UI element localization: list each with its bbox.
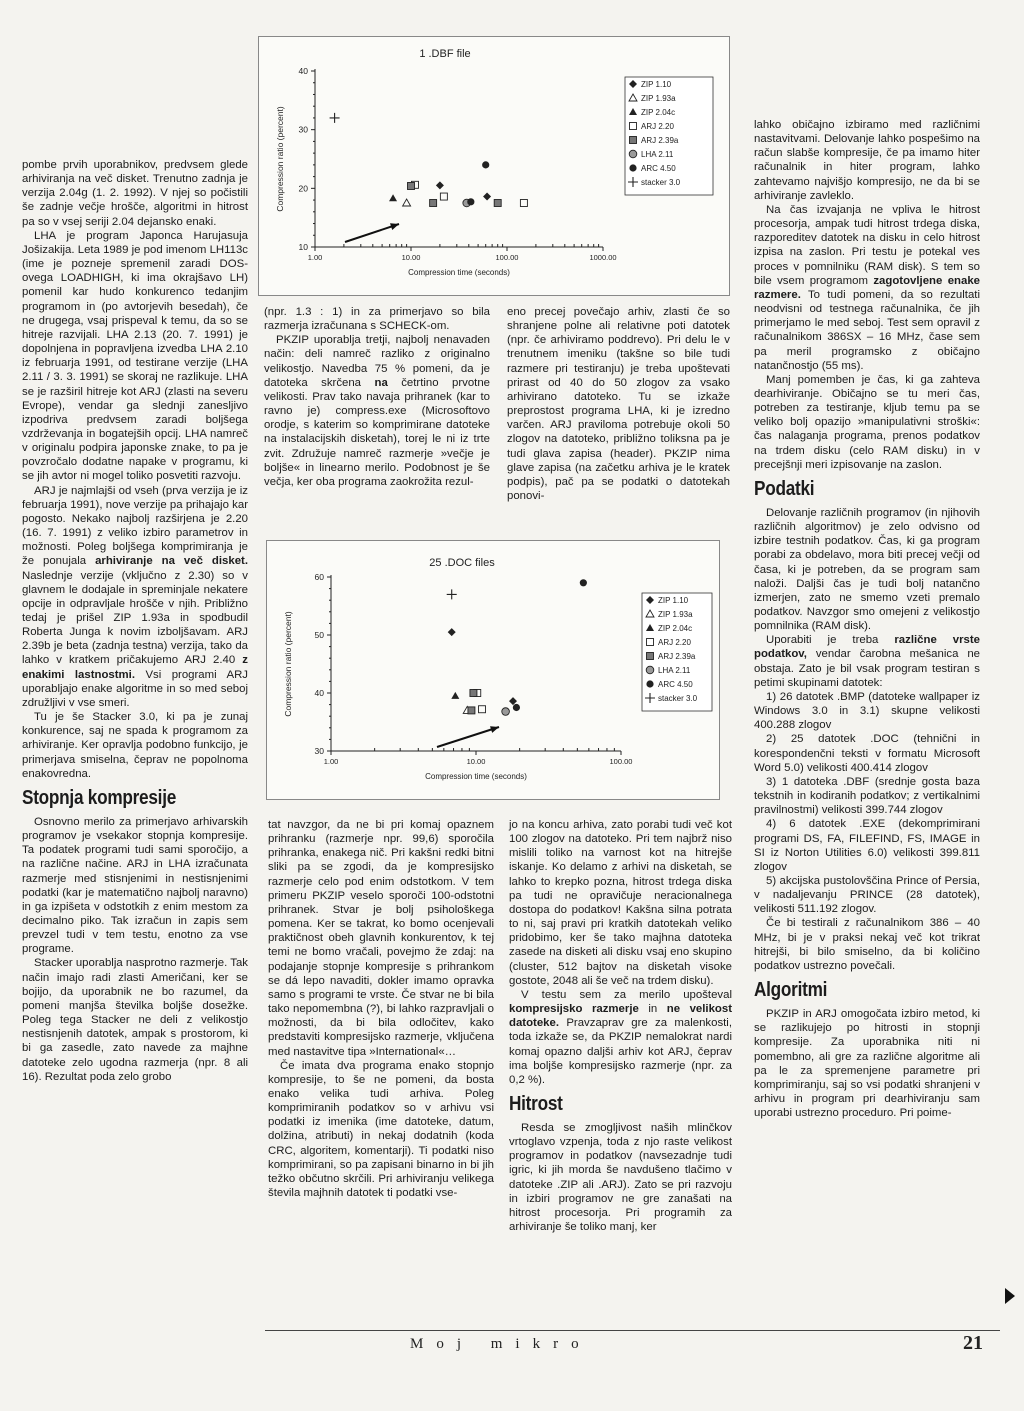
x-tick-label: 1.00: [323, 757, 339, 766]
legend-label: ZIP 1.10: [658, 596, 689, 605]
paragraph: Manj pomemben je čas, ki ga zahteva dearhiviranje. Običajno se tu meri čas, potreben za testiranje, kljub temu pa se veliko bolj opazijo »manipulativni stroški«: čas nalaganja programa, prenos podatkov na trdem disku (celo RAM disku) in v precejšnji meri izpisovanje na zaslon.: [754, 373, 980, 471]
data-point: [513, 704, 520, 711]
section-heading: Hitrost: [509, 1092, 563, 1115]
y-tick-label: 60: [314, 572, 324, 582]
paragraph: (npr. 1.3 : 1) in za primerjavo so bila razmerja izračunana s SCHECK-om.: [264, 306, 490, 333]
data-point: [520, 200, 527, 207]
page-number: 21: [963, 1332, 983, 1354]
x-axis-label: Compression time (seconds): [425, 772, 527, 781]
arrow-line: [345, 224, 399, 242]
paragraph: pombe prvih uporabnikov, predvsem glede arhiviranja na več disket. Trenutno zadnja je verzija 2.04g (1. 2. 1992). V njej so počistili še zadnje večje hrošče, algoritmi in hitrost pa so v vsej seriji 2.04 dejansko enaki.: [22, 159, 248, 228]
column-2-top: [264, 305, 490, 489]
chart-title: 1 .DBF file: [419, 48, 471, 60]
legend-label: LHA 2.11: [658, 666, 691, 675]
paragraph: Na čas izvajanja ne vpliva le hitrost procesorja, ampak tudi hitrost trdega diska, razporeditev datotek na disku in celo hitrost izpisa na zaslon. Pri testu je potekal ves proces v pomnilniku (RAM disk). S tem so bile vsem programom zagotovljene enake razmere. To tudi pomeni, da so rezultati neodvisni od testnega računalnika, če jih primerjamo le med seboj. Test sem opravil z računalnikom 386SX – 16 MHz, čase sem pa meril programsko z običajno natančnostjo (55 ms).: [754, 203, 981, 372]
x-tick-label: 100.00: [495, 253, 519, 262]
legend-label: stacker 3.0: [658, 694, 698, 703]
data-point: [502, 708, 510, 716]
data-point: [470, 690, 477, 697]
chart-doc: [266, 540, 720, 800]
legend-marker: [630, 137, 637, 144]
y-tick-label: 40: [298, 66, 308, 76]
legend-label: ARJ 2.39a: [641, 136, 679, 145]
column-2-bottom: [268, 818, 494, 1200]
x-tick-label: 10.00: [401, 253, 421, 262]
chart-doc-svg: [267, 541, 719, 799]
data-point: [440, 193, 447, 200]
column-3-bottom: [509, 818, 732, 1234]
paragraph: PKZIP uporablja tretji, najbolj nenavaden način: deli namreč razliko z originalno velikostjo. Navedba 75 % pomeni, da je datoteka skrčena na četrtino prvotne velikosti. Prav tako navaja prihranek (kar to ravno je) compress.exe (Microsoftovo orodje, s katerim so komprimirane datoteke na instalacijskih disketah), torej le ni iz trte zvit. Združuje namreč razmerje »večje je boljše« in linearno merilo. Podobnost je še večja, ker oba programa zaokrožita rezul-: [264, 334, 491, 488]
data-point: [448, 628, 456, 636]
section-heading: Algoritmi: [754, 979, 828, 1002]
paragraph: Stacker uporablja nasprotno razmerje. Tak način imajo radi zlasti Američani, ker se bojijo, da uporabnik ne bo razumel, da pomeni manjša številka boljše dosežke. Poleg tega Stacker ne deli z velikostjo nestisnjenih datotek, ampak s prostorom, ki bi ga zasedle, zato navede za majhne datoteke zelo ugodna razmerja (npr. 8 ali 16). Rezultat poda zelo grobo: [22, 957, 248, 1083]
list-item: 3) 1 datoteka .DBF (srednje gosta baza tekstnih in kodiranih podatkov; z vertikalnimi pravilnostmi) velikosti 399.744 zlogov: [754, 775, 980, 817]
legend-label: ZIP 1.10: [641, 80, 672, 89]
arrow-head-icon: [490, 726, 499, 733]
paragraph: Delovanje različnih programov (in njihovih različnih algoritmov) je zelo odvisno od izbire testnih podatkov. Čas, ki ga program porabi za obdelavo, mora biti precej večji od časa, ki je potreben, da se program sam naloži. Daljši čas je tudi bolj natančno izmerjen, zato ne smemo vzeti premalo podatkov. Navzgor smo omejeni z velikostjo pomnilnika (RAM disk).: [754, 506, 980, 633]
paragraph: Če imata dva programa enako stopnjo kompresije, to še ne pomeni, da bosta enako velika tudi arhiva. Poleg komprimiranih podatkov so v arhivu vsi podatki iz imenika (ime datoteke, datum, dolžina, atributi) in nekaj dodatnih (koda CRC, algoritem, komentarji). Ti podatki niso komprimirani, so pa zapisani binarno in bi jih težko občutno skrčili. Pri arhiviranju velikega števila majhnih datotek ti podatki vse-: [268, 1059, 494, 1200]
section-heading: Stopnja kompresije: [22, 786, 177, 809]
legend-marker: [646, 680, 653, 687]
paragraph: PKZIP in ARJ omogočata izbiro metod, ki se razlikujejo po hitrosti in stopnji kompresije. Za uporabnika niti ni pomembno, ali gre za različne algoritme ali pa le za spremenjene parametre pri komprimiranju, saj so vsi podatki shranjeni v arhivu in program pri dearhiviranju sam uporabi ustrezno proceduro. Pri poime-: [754, 1008, 980, 1120]
legend-label: ZIP 2.04c: [658, 624, 693, 633]
x-tick-label: 10.00: [466, 757, 486, 766]
x-tick-label: 1.00: [307, 253, 323, 262]
data-point: [468, 707, 475, 714]
y-tick-label: 10: [298, 242, 308, 252]
data-point: [451, 692, 459, 699]
paragraph: eno precej povečajo arhiv, zlasti če so shranjene polne ali relativne poti datotek (npr. če arhiviramo poddrevo). Pri delu le v trenutnem imeniku (takšne so bile tudi razmere pri testiranju) je treba upoštevati prirast od 40 do 50 zlogov za vsako arhivirano datoteko. Tu se izkaže preprostost programa LHA, ki je izredno varčen. ARJ praviloma potrebuje okoli 50 zlogov na datoteko, približno toliksna pa je tudi glava zapisa (header). PKZIP nima glave zapisa (na začetku arhiva je le kratek podpis), pač pa se podatki o datotekah ponovi-: [507, 306, 730, 503]
legend-marker: [629, 164, 636, 171]
arrow-head-icon: [390, 223, 399, 230]
paragraph: Osnovno merilo za primerjavo arhivarskih programov je vsekakor stopnja kompresije. Ta podatek programi tudi sami sporočijo, a na različne načine. ARJ in LHA izračunata razmerje med stisnjenimi in nestisnjenimi podatki (kar je matematično najbolj naravno) in ga izpišeta v odstotkih z enim mestom za decimalno piko. Tak izračun in zapis sem prevzel tudi v tem testu, enotno za vse programe.: [22, 815, 248, 956]
paragraph: Uporabiti je treba različne vrste podatkov, vendar čarobna mešanica ne obstaja. Zato je bil vsak program testiran s petimi skupinami datotek:: [754, 634, 980, 689]
data-point: [482, 161, 489, 168]
continue-arrow-icon: [1005, 1288, 1015, 1304]
data-point: [430, 200, 437, 207]
x-axis-label: Compression time (seconds): [408, 268, 510, 277]
legend-label: ARJ 2.39a: [658, 652, 696, 661]
data-point: [467, 198, 474, 205]
y-tick-label: 40: [314, 688, 324, 698]
legend-label: ARJ 2.20: [658, 638, 691, 647]
list-item: 5) akcijska pustolovščina Prince of Persia, v nadaljevanju PRINCE (28 datotek), velikosti 511.192 zlogov.: [754, 874, 980, 916]
paragraph: lahko običajno izbiramo med različnimi nastavitvami. Delovanje lahko pospešimo na račun slabše kompresije, če pa imamo hiter računalnik in hiter program, lahko zahtevamo najvišjo kompresijo, ne da bi se arhiviranje zavleklo.: [754, 119, 980, 202]
y-axis-label: Compression ratio (percent): [283, 611, 293, 717]
data-point: [436, 181, 444, 189]
legend-label: LHA 2.11: [641, 150, 674, 159]
legend-label: ZIP 1.93a: [658, 610, 693, 619]
data-point: [389, 194, 397, 201]
data-point: [509, 697, 517, 705]
column-4: [754, 118, 980, 1120]
footer-rule: [265, 1330, 1000, 1331]
legend-label: stacker 3.0: [641, 178, 681, 187]
legend-label: ARC 4.50: [641, 164, 676, 173]
legend-marker: [646, 666, 654, 674]
legend-label: ZIP 1.93a: [641, 94, 676, 103]
x-tick-label: 100.00: [609, 757, 633, 766]
section-heading: Podatki: [754, 477, 815, 500]
paragraph: tat navzgor, da ne bi pri komaj opaznem prihranku (razmerje npr. 99,6) sporočila prihranka, enakega nič. Pri kakšni redki bitni sliki pa se zgodi, da je kompresijsko razmerje celo pod enim odstotkom. V tem primeru PKZIP veselo sporoči 100-odstotni prihranek. Stvar je bolj psihološkega pomena. Ker se takrat, ko bomo ocenjevali praktičnost obeh glavnih konkurentov, k tej temi ne bomo vračali, povejmo že zdaj: na podajanje stopnje kompresije s prihrankom se dá lepo navaditi, dokler imamo opravka samo s programi te vrste. Če stvar ne bi bila tako nepomembna (?), bi lahko razpravljali o možnosti, da bi bila odločitev, kako predstaviti kompresijsko razmerje, vključena med nastavitve tipa »International«…: [268, 819, 494, 1058]
x-tick-label: 1000.00: [589, 253, 617, 262]
list-item: 4) 6 datotek .EXE (dekomprimirani programi DS, FA, FILEFIND, FS, IMAGE in SI iz Norton Utilities 6.0) velikosti 399.811 zlogov: [754, 818, 980, 873]
y-tick-label: 30: [314, 746, 324, 756]
magazine-name: Moj mikro: [410, 1336, 592, 1352]
y-tick-label: 20: [298, 183, 308, 194]
data-point: [483, 193, 491, 201]
paragraph: Če bi testirali z računalnikom 386 – 40 MHz, bi je v praksi nekaj več kot trikrat hitrejši, bi bilo smiselno, da bi količino podatkov ustrezno povečali.: [754, 917, 980, 972]
data-point: [580, 579, 587, 586]
paragraph: V testu sem za merilo upošteval kompresijsko razmerje in ne velikost datoteke. Pravzaprav gre za malenkosti, toda izkaže se, da PKZIP nemalokrat nardi komaj opazno daljši arhiv kot ARJ, čeprav ima boljše kompresijsko razmerje (npr. za 0,2 %).: [509, 988, 732, 1086]
data-point: [330, 113, 340, 123]
paragraph: ARJ je najmlajši od vseh (prva verzija je iz februarja 1991), nove verzije pa prihajajo kar pogosto. Nekako najbolj razširjena je 2.20 (16. 7. 1991) z veliko izbiro parametrov in možnosti. Poleg boljšega komprimiranja je že ponujala arhiviranje na več disket. Naslednje verzije (vključno z 2.30) so v glavnem le dodajale in spreminjale nekatere opcije in odpravljale hrošče v njih. Približno tedaj je prišel ZIP 1.93a in spodbudil Roberta Junga k novim izboljšavam. ARJ 2.39b je beta (zadnja testna) verzija, tako da lahko v kratkem pričakujemo ARJ 2.40 z enakimi lastnostmi. Vsi programi ARJ uporabljajo enake algoritme in so med seboj združljivi v vse smeri.: [22, 484, 248, 709]
paragraph: LHA je program Japonca Harujasuja Jošizakija. Leta 1989 je pod imenom LH113c (ime je pozneje spremenil zaradi DOS-ovega LOADHIGH, ki ima okrajšavo LH) pomenil kar hudo konkurenco tedanjim programom in (po avtorjevih besedah), če ne drugega, vsaj prispeval k temu, da so se hitreje razvijali. LHA 2.13 (20. 7. 1991) je dopolnjena in popravljena izvedba LHA 2.10 iz februarja 1991, od testirane verzije (LHA 2.11 / 3. 3. 1991) se skoraj ne razlikuje. LHA se je razširil hitreje kot ARJ (zlasti na severu Evrope), vendar ga slednji zanesljivo izpodriva predvsem zaradi boljšega vzdrževanja in bogatejših opcij. LHA namreč v originalu podpira japonske znake, to pa je povzročalo dodatne napake v programu, ki se jih avtor ni mogel toliko posvetiti razvoju.: [22, 229, 248, 483]
legend-marker: [647, 653, 654, 660]
data-point: [494, 200, 501, 207]
arrow-line: [437, 727, 499, 747]
legend-marker: [629, 150, 637, 158]
data-point: [408, 182, 415, 189]
paragraph: Tu je še Stacker 3.0, ki pa je zunaj konkurence, saj ne spada k programom za arhiviranje. Ker opravlja podobno funkcijo, je primerjava smiselna, čeprav ne popolnoma enakovredna.: [22, 711, 248, 780]
data-point: [479, 706, 486, 713]
legend-label: ARC 4.50: [658, 680, 693, 689]
paragraph: jo na koncu arhiva, zato porabi tudi več kot 100 zlogov na datoteko. Pri tem najbrž niso mislili toliko na varnost kot na hitrejše iskanje. Ko delamo z arhivi na disketah, se lahko to krepko pozna, hitrost trdega diska pa tudi ne opravičuje neracionalnega dostopa do podatkov! Kakšna silna potrata to ni, saj pravi pri kratkih datotekah veliko pridobimo, ker še tako majhna datoteka zasede na disketi ali disku vsaj eno skupino (cluster, 512 bajtov na disketah visoke gostote, 2048 ali še več na trdem disku).: [509, 819, 732, 987]
chart-title: 25 .DOC files: [429, 557, 495, 569]
data-point: [403, 199, 411, 206]
data-point: [447, 589, 457, 599]
list-item: 1) 26 datotek .BMP (datoteke wallpaper iz Windows 3.0 in 3.1) skupne velikosti 400.288 zlogov: [754, 690, 980, 732]
y-axis-label: Compression ratio (percent): [275, 106, 285, 212]
legend-label: ZIP 2.04c: [641, 108, 676, 117]
list-item: 2) 25 datotek .DOC (tehnični in korespondenčni teksti v formatu Microsoft Word 5.0) velikosti 400.414 zlogov: [754, 733, 980, 774]
legend-label: ARJ 2.20: [641, 122, 674, 131]
paragraph: Resda se zmogljivost naših mlinčkov vrtoglavo vzpenja, toda z njo raste velikost programov in podatkov (navsezadnje tudi igric, ki jih morda še navdušeno tlačimo v datoteke .ZIP ali .ARJ). Zato se pri razvoju in izbiri programov ne gre zanašati na hitrost procesorja. Pri programih za arhiviranje še toliko manj, ker: [509, 1121, 732, 1234]
chart-dbf-svg: [259, 37, 729, 295]
y-tick-label: 30: [298, 124, 308, 135]
y-tick-label: 50: [314, 630, 324, 640]
chart-dbf: [258, 36, 730, 296]
column-1: [22, 158, 248, 1084]
column-3-top: [507, 305, 730, 503]
